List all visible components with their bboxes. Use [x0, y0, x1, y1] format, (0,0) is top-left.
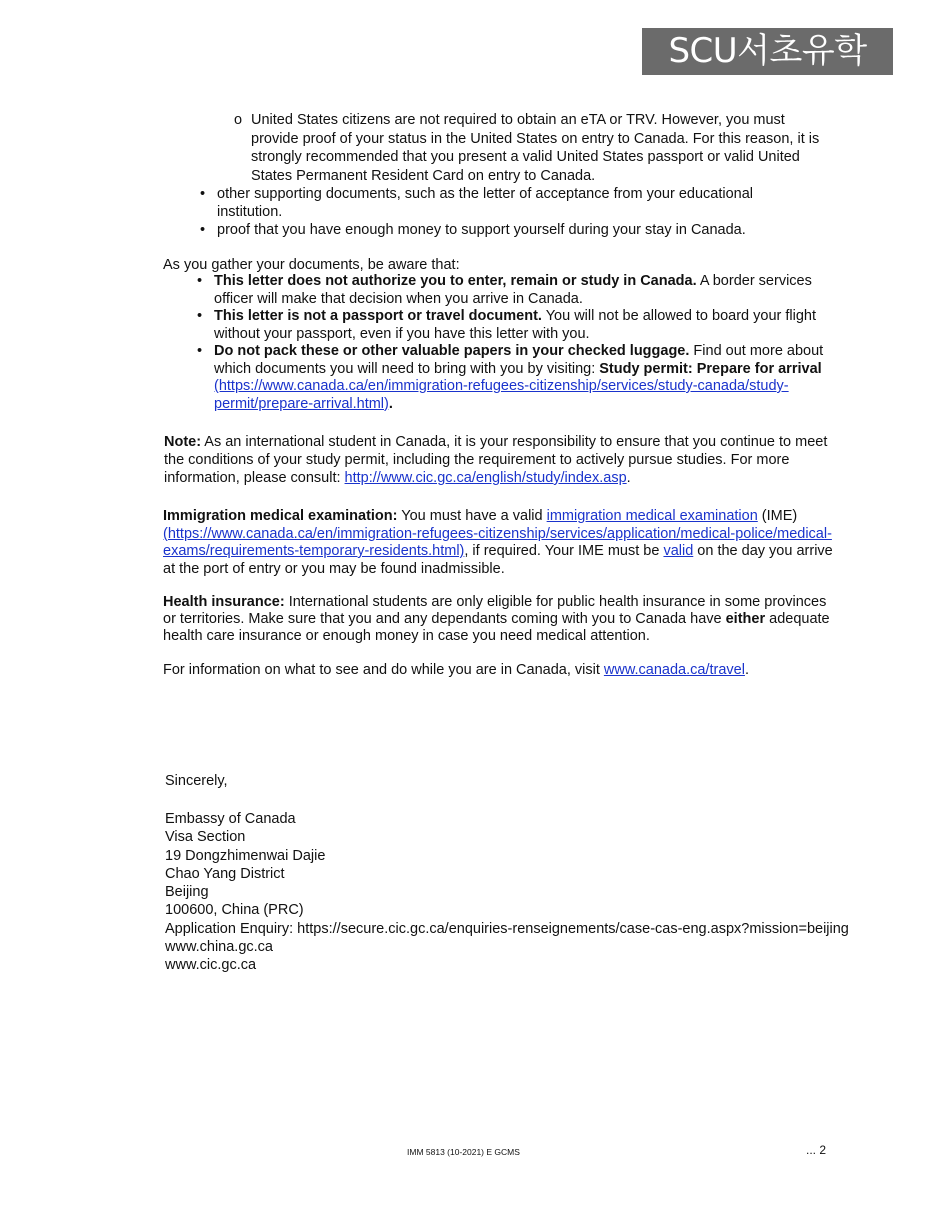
aware-2-bold: This letter is not a passport or travel document. — [214, 308, 542, 324]
bullet-marker: • — [197, 273, 203, 289]
sub-bullet-marker: o — [234, 112, 243, 128]
health-either: either — [725, 611, 766, 627]
aware-intro-text: As you gather your documents, be aware that: — [163, 257, 460, 273]
bullet-marker: • — [200, 222, 206, 238]
address-line: www.cic.gc.ca — [165, 957, 257, 974]
aware-3-end: . — [388, 395, 393, 412]
valid-link[interactable]: valid — [663, 543, 694, 559]
aware-intro — [163, 256, 833, 274]
aware-3-bold: Do not pack these or other valuable papers in your checked luggage. — [214, 343, 690, 359]
study-permit-heading: Study permit: Prepare for arrival — [599, 360, 822, 377]
prepare-arrival-link[interactable]: (https://www.canada.ca/en/immigration-refugees-citizenship/services/study-canada/study-permit/prepare-arrival.html) — [214, 378, 789, 412]
supporting-docs-list — [200, 185, 810, 239]
list-item-text: other supporting documents, such as the letter of acceptance from your educational institution. — [217, 186, 754, 220]
sub-bullet-us-citizens — [234, 111, 834, 185]
note-end: . — [626, 470, 631, 486]
ime-link[interactable]: immigration medical examination — [546, 508, 758, 524]
address-line: www.china.gc.ca — [165, 939, 273, 956]
travel-link[interactable]: www.canada.ca/travel — [603, 662, 745, 678]
note-text: As an international student in Canada, it is your responsibility to ensure that you continue to meet the conditions of your study permit, including the requirement to actively pursue studies. For more information, please consult: — [164, 434, 828, 486]
watermark-logo: SCU서초유학 — [642, 28, 893, 75]
aware-3-text: Find out more about which documents you will need to bring with you by visiting: — [214, 343, 824, 377]
aware-1-text: A border services officer will make that decision when you arrive in Canada. — [214, 273, 812, 307]
bullet-marker: • — [197, 343, 203, 359]
aware-2-text: You will not be allowed to board your flight without your passport, even if you have this letter with you. — [214, 308, 817, 342]
travel-text: For information on what to see and do while you are in Canada, visit — [163, 662, 604, 678]
list-item — [197, 343, 833, 413]
closing-text: Sincerely, — [165, 773, 228, 789]
embassy-address — [165, 810, 905, 975]
list-item — [200, 221, 810, 239]
address-line: Chao Yang District — [165, 865, 285, 882]
ime-requirements-link[interactable]: (https://www.canada.ca/en/immigration-refugees-citizenship/services/application/medical-police/medical-exams/requirements-temporary-residents.html) — [163, 525, 832, 559]
note-label: Note: — [164, 434, 202, 450]
health-label: Health insurance: — [163, 594, 285, 610]
address-line: 19 Dongzhimenwai Dajie — [165, 847, 326, 864]
bullet-marker: • — [200, 186, 206, 202]
cic-study-link[interactable]: http://www.cic.gc.ca/english/study/index.asp — [344, 470, 627, 486]
address-line: Visa Section — [165, 829, 246, 846]
list-item-text: proof that you have enough money to support yourself during your stay in Canada. — [217, 222, 746, 238]
ime-text-3: , if required. Your IME must be — [464, 543, 664, 559]
form-number: IMM 5813 (10-2021) E GCMS — [407, 1147, 520, 1157]
health-paragraph — [163, 594, 835, 645]
address-line: Embassy of Canada — [165, 811, 296, 827]
list-item — [197, 273, 833, 308]
health-text-1: International students are only eligible for public health insurance in some provinces or territories. Make sure that you and any dependants coming with you to Canada have — [163, 594, 827, 627]
note-paragraph — [164, 433, 834, 487]
travel-paragraph — [163, 661, 843, 679]
list-item — [200, 185, 810, 221]
travel-end: . — [744, 662, 749, 678]
aware-list — [197, 273, 833, 413]
bullet-marker: • — [197, 308, 203, 324]
ime-text-4: on the day you arrive at the port of entry or you may be found inadmissible. — [163, 543, 833, 577]
list-item — [197, 308, 833, 343]
address-line: Beijing — [165, 884, 209, 901]
health-text-2: adequate health care insurance or enough money in case you need medical attention. — [163, 611, 830, 644]
address-line: 100600, China (PRC) — [165, 902, 304, 919]
closing — [165, 772, 228, 790]
address-line: Application Enquiry: https://secure.cic.gc.ca/enquiries-renseignements/case-cas-eng.aspx?mission=beijing — [165, 920, 849, 937]
page-number: ... 2 — [806, 1143, 827, 1157]
ime-text-1: You must have a valid — [397, 508, 547, 524]
sub-bullet-text: United States citizens are not required to obtain an eTA or TRV. However, you must provide proof of your status in the United States on entry to Canada. For this reason, it is strongly recommended that you present a valid United States passport or valid United States Permanent Resident Card on entry to Canada. — [251, 112, 820, 184]
ime-paragraph — [163, 508, 835, 578]
aware-1-bold: This letter does not authorize you to enter, remain or study in Canada. — [214, 273, 697, 289]
ime-text-2: (IME) — [757, 508, 798, 524]
ime-label: Immigration medical examination: — [163, 508, 398, 524]
